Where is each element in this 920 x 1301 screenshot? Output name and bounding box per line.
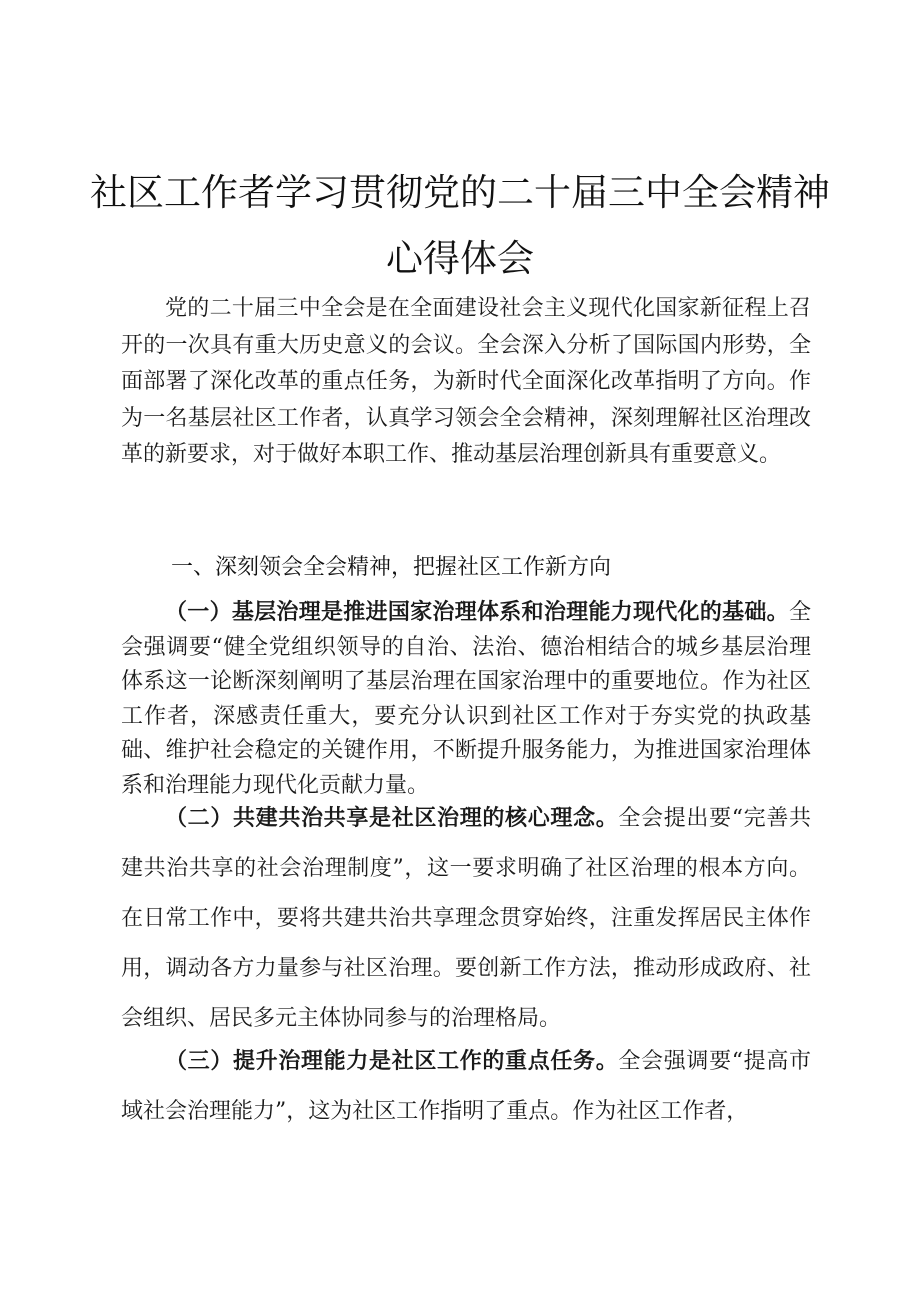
point-paragraph-1 (121, 596, 811, 803)
point-paragraph-2 (121, 794, 811, 1044)
point-body-3: 全会强调要“提高市域社会治理能力”，这为社区工作指明了重点。作为社区工作者， (121, 1049, 811, 1124)
section-heading-1: 一、深刻领会全会精神，把握社区工作新方向 (171, 555, 612, 580)
document-title-line-2: 心得体会 (386, 237, 534, 280)
intro-paragraph: 党的二十届三中全会是在全面建设社会主义现代化国家新征程上召开的一次具有重大历史意义的会议。全会深入分析了国际国内形势，全面部署了深化改革的重点任务，为新时代全面深化改革指明了方向。作为一名基层社区工作者，认真学习领会全会精神，深刻理解社区治理改革的新要求，对于做好本职工作、推动基层治理创新具有重要意义。 (121, 296, 811, 467)
document-title-line-1: 社区工作者学习贯彻党的二十届三中全会精神 (90, 171, 830, 214)
point-body-2: 全会提出要“完善共建共治共享的社会治理制度”，这一要求明确了社区治理的根本方向。在日常工作中，要将共建共治共享理念贯穿始终，注重发挥居民主体作用，调动各方力量参与社区治理。要创新工作方法，推动形成政府、社会组织、居民多元主体协同参与的治理格局。 (121, 806, 811, 1031)
point-lead-2: （二）共建共治共享是社区治理的核心理念。 (165, 806, 619, 831)
point-body-1: 全会强调要“健全党组织领导的自治、法治、德治相结合的城乡基层治理体系这一论断深刻阐明了基层治理在国家治理中的重要地位。作为社区工作者，深感责任重大，要充分认识到社区工作对于夯实党的执政基础、维护社会稳定的关键作用，不断提升服务能力，为推进国家治理体系和治理能力现代化贡献力量。 (121, 600, 811, 798)
point-paragraph-3 (121, 1037, 811, 1137)
point-lead-3: （三）提升治理能力是社区工作的重点任务。 (165, 1049, 619, 1074)
point-lead-1: （一）基层治理是推进国家治理体系和治理能力现代化的基础。 (165, 600, 789, 625)
